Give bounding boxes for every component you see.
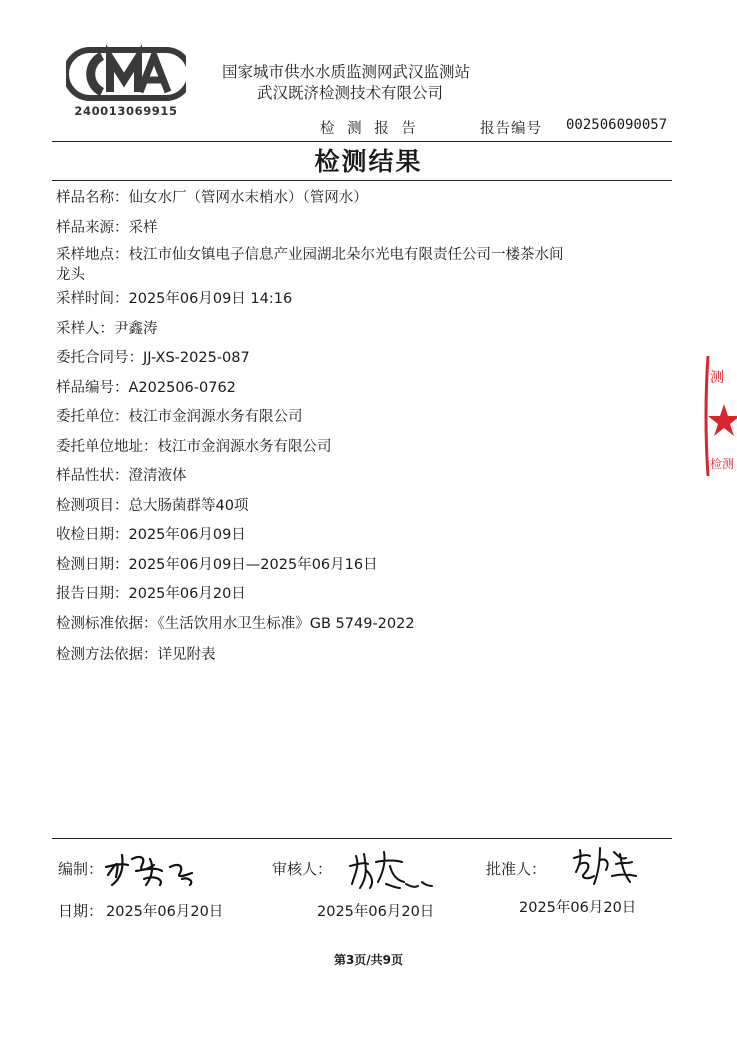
field-value: 《生活饮用水卫生标准》GB 5749-2022 — [157, 616, 415, 632]
field-sample-source — [56, 218, 158, 238]
seal-stamp-icon — [702, 356, 737, 476]
field-label: 检测方法依据： — [56, 647, 158, 663]
reviewer-signature — [346, 846, 438, 892]
org-name-line2: 武汉既济检测技术有限公司 — [257, 84, 444, 102]
field-label: 样品性状： — [56, 468, 129, 484]
field-test-items — [56, 496, 248, 516]
field-label: 采样地点： — [56, 247, 129, 263]
compiler-label: 编制： — [58, 860, 104, 878]
approver-signature — [570, 842, 646, 888]
field-value: 总大肠菌群等40项 — [128, 498, 249, 514]
page-number: 第3页/共9页 — [333, 953, 404, 967]
field-label: 检测项目： — [56, 498, 129, 514]
report-number-label: 报告编号 — [480, 121, 542, 137]
field-label: 检测日期： — [56, 557, 129, 573]
field-sampling-location-continuation: 龙头 — [56, 267, 85, 283]
compiler-date: 2025年06月20日 — [106, 904, 224, 920]
field-sample-appearance — [56, 466, 187, 486]
field-value: 2025年06月09日 — [128, 527, 246, 543]
field-value: 枝江市仙女镇电子信息产业园湖北朵尔光电有限责任公司一楼茶水间 — [128, 247, 564, 263]
field-label: 检测标准依据： — [56, 616, 158, 632]
field-label: 委托单位地址： — [56, 439, 158, 455]
field-label: 收检日期： — [56, 527, 129, 543]
field-receipt-date — [56, 525, 246, 545]
field-value: A202506-0762 — [128, 380, 236, 396]
cma-mark-icon — [66, 44, 186, 104]
field-value: 枝江市金润源水务有限公司 — [157, 439, 332, 455]
field-label: 采样时间： — [56, 291, 129, 307]
field-value: 澄清液体 — [128, 468, 187, 484]
date-label: 日期： — [58, 902, 104, 920]
compiler-signature — [102, 845, 214, 889]
reviewer-label: 审核人： — [272, 860, 333, 878]
field-sampling-time — [56, 289, 292, 309]
cma-certificate-number: 240013069915 — [74, 104, 178, 118]
field-value: 尹鑫涛 — [114, 321, 158, 337]
org-name-line1: 国家城市供水水质监测网武汉监测站 — [222, 63, 471, 81]
field-report-date — [56, 584, 246, 604]
field-value: 采样 — [128, 220, 158, 236]
field-label: 委托单位： — [56, 409, 129, 425]
approver-label: 批准人： — [486, 860, 547, 878]
field-value: 2025年06月20日 — [128, 586, 246, 602]
page-title: 检测结果 — [314, 147, 423, 176]
field-test-standard — [56, 614, 415, 634]
cma-logo — [66, 44, 186, 120]
field-value: 2025年06月09日 14:16 — [128, 291, 293, 307]
field-label: 样品来源： — [56, 220, 129, 236]
reviewer-date: 2025年06月20日 — [317, 904, 435, 920]
svg-text:检测: 检测 — [710, 457, 735, 471]
field-test-date — [56, 555, 378, 575]
field-label: 报告日期： — [56, 586, 129, 602]
field-value: 详见附表 — [157, 647, 216, 663]
report-type: 检 测 报 告 — [320, 121, 420, 137]
report-number: 002506090057 — [566, 117, 668, 133]
signature-divider — [52, 838, 672, 839]
field-client — [56, 407, 303, 427]
field-value: 枝江市金润源水务有限公司 — [128, 409, 303, 425]
field-label: 样品名称： — [56, 190, 129, 206]
field-value: JJ-XS-2025-087 — [143, 350, 250, 366]
field-value: 仙女水厂（管网水末梢水）（管网水） — [128, 190, 368, 206]
field-client-address — [56, 437, 332, 457]
title-divider — [52, 180, 672, 181]
field-sample-number — [56, 378, 236, 398]
field-test-method — [56, 645, 216, 665]
field-value: 2025年06月09日—2025年06月16日 — [128, 557, 378, 573]
field-sampling-location — [56, 245, 564, 265]
field-label: 采样人： — [56, 321, 114, 337]
field-contract-number — [56, 348, 250, 368]
field-label: 样品编号： — [56, 380, 129, 396]
approver-date: 2025年06月20日 — [519, 900, 637, 916]
field-label: 委托合同号： — [56, 350, 143, 366]
svg-text:测: 测 — [710, 370, 724, 386]
field-sampler — [56, 319, 158, 339]
field-sample-name — [56, 188, 368, 208]
